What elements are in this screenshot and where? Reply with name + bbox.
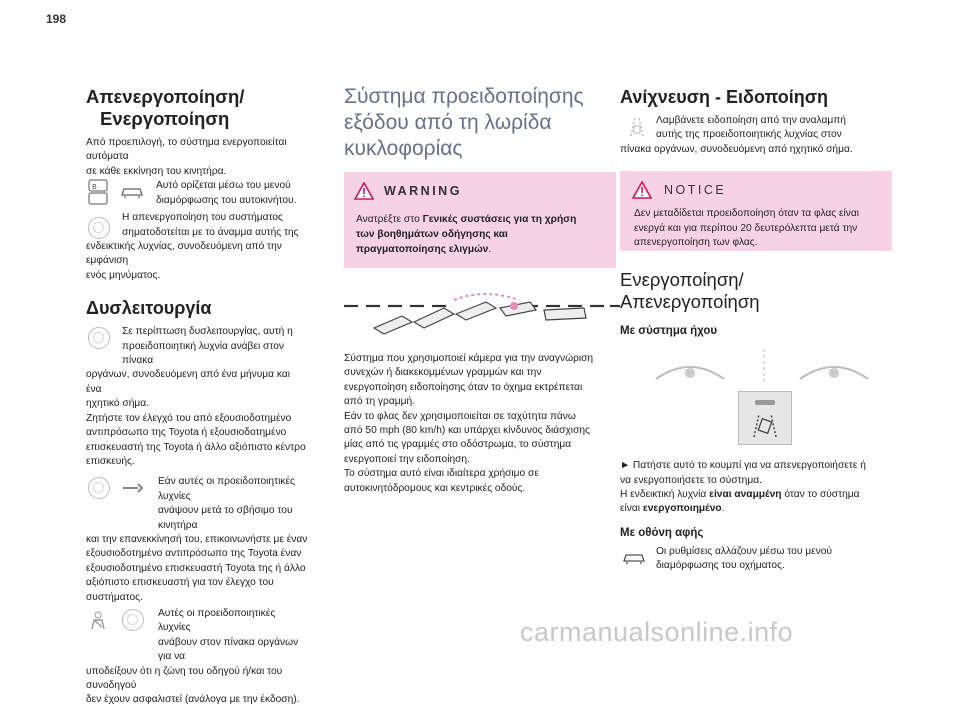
warning-text (356, 212, 576, 257)
title-line: κυκλοφορίας (344, 137, 463, 160)
section-title-activation (620, 269, 910, 313)
restart-paragraph (86, 475, 308, 605)
text-line: οργάνων, συνοδευόμενη από ένα μήνυμα και ένα (86, 369, 290, 395)
text-fragment: όταν το σύστημα (781, 489, 860, 501)
text-line: Αυτές οι προειδοποιητικές λυχνίες (158, 607, 276, 634)
text-line: ενεργοποίηση ειδοποίησης όταν το όχημα εκτρέπεται (344, 381, 583, 393)
text-line: ενεργοποιεί την ειδοποίηση. (344, 453, 470, 465)
title-line: Σύστημα προειδοποίησης (344, 85, 584, 108)
seatbelt-warning-icon (88, 611, 108, 636)
text-line: ► Πατήστε αυτό το κουμπί για να απενεργοποιήσετε ή (620, 460, 866, 472)
text-line: εξουσιοδοτημένο αντιπρόσωπο της Toyota έναν (86, 548, 302, 560)
text-line: αυτοκινητόδρομους και κεντρικές οδούς. (344, 482, 526, 494)
text-fragment: είναι (620, 503, 643, 515)
indicator-led (755, 400, 775, 405)
service-wrench-icon (122, 481, 144, 499)
text-line: διαμόρφωσης του αυτοκινήτου. (156, 194, 297, 206)
warning-title: WARNING (384, 184, 462, 198)
text-line: ηχητικό σήμα. (86, 398, 149, 410)
text-line: μίας από τις γραμμές στο οδόστρωμα, το σύστημα (344, 439, 572, 451)
notice-title: NOTICE (664, 183, 727, 198)
text-line: ενός μηνύματος. (86, 269, 161, 281)
text-line: Οι ρυθμίσεις αλλάζουν μέσω του μενού (656, 545, 832, 557)
text-line: αυτής της προειδοποιητικής λυχνίας στον (656, 129, 842, 141)
text-line: Το σύστημα αυτό είναι ιδιαίτερα χρήσιμο σε (344, 468, 539, 480)
notice-box (620, 171, 892, 251)
text-line: ανάψουν μετά το σβήσιμο του κινητήρα (158, 505, 293, 531)
text-line: ενδεικτικής λυχνίας, συνοδευόμενη από την εμφάνιση (86, 241, 282, 267)
warning-link-text: Γενικές συστάσεις για τη χρήση (422, 214, 577, 225)
malfunction-paragraph (86, 325, 308, 469)
right-column (620, 86, 910, 574)
text-line: Σύστημα που χρησιμοποιεί κάμερα για την αναγνώριση (344, 353, 594, 364)
text-line: συνεχών ή διακεκομμένων γραμμών και την (344, 367, 542, 379)
text-fragment: . (488, 244, 492, 255)
text-line: πίνακα οργάνων, συνοδευόμενη από ηχητικό σήμα. (620, 143, 853, 155)
warning-link-text: των βοηθημάτων οδήγησης και (356, 229, 508, 240)
text-line: Αυτό ορίζεται μέσω του μενού (156, 180, 291, 192)
text-line: σηματοδοτείται με το άναμμα αυτής της (122, 226, 299, 238)
warning-link-text: πραγματοποίησης ελιγμών (356, 244, 489, 255)
section-title-lane-departure (344, 84, 620, 162)
text-fragment: Η ενδεικτική λυχνία (620, 489, 710, 501)
config-button-icon (88, 179, 108, 205)
text-fragment: . (721, 503, 725, 515)
page-number: 198 (46, 12, 67, 26)
button-instruction (620, 459, 910, 517)
text-line: Η απενεργοποίηση του συστήματος (122, 212, 283, 224)
text-line: δεν έχουν ασφαλιστεί (ανάλογα με την έκδοση). (86, 694, 300, 706)
text-fragment: Ανατρέξτε στο (356, 214, 423, 225)
text-line: Εάν το φλας δεν χρησιμοποιείται σε ταχύτητα πάνω (344, 410, 576, 422)
notice-triangle-icon (632, 181, 652, 204)
text-line: Δεν μεταδίδεται προειδοποίηση όταν τα φλας είναι (634, 208, 860, 220)
text-line: επισκευής. (86, 455, 135, 467)
car-settings-icon (120, 183, 144, 204)
svg-text:B: B (92, 183, 97, 192)
subsection-touch-screen: Με οθόνη αφής (620, 526, 704, 539)
text-line: από 50 mph (80 km/h) και υπάρχει κίνδυνος διάσχισης (344, 425, 590, 437)
left-column (86, 86, 308, 708)
detection-paragraph (620, 114, 910, 157)
section-title-detection: Ανίχνευση - Ειδοποίηση (620, 87, 829, 107)
text-line: ανάβουν στον πίνακα οργάνων για να (158, 636, 299, 663)
warning-box (344, 172, 616, 268)
text-line: υποδείξουν ότι η ζώνη του οδηγού ή/και του συνοδηγού (86, 665, 283, 691)
warning-triangle-icon (354, 182, 374, 205)
text-fragment: ενεργοποιημένο (642, 503, 722, 515)
text-line: ενεργά και για περίπου 20 δευτερόλεπτα μετά την (634, 222, 858, 234)
text-line: Εάν αυτές οι προειδοποιητικές λυχνίες (158, 476, 295, 502)
text-fragment: είναι αναμμένη (709, 489, 782, 501)
touch-screen-paragraph (620, 545, 910, 574)
seatbelt-paragraph (86, 607, 308, 708)
deactivation-indicator-row (86, 211, 308, 283)
title-line: Απενεργοποίηση (620, 291, 760, 313)
text-line: αξιόπιστο επισκευαστή για τον έλεγχο του συστήματος. (86, 577, 274, 603)
steering-wheel-illustration (620, 349, 910, 385)
text-line: Από προεπιλογή, το σύστημα ενεργοποιείται αυτόματα (86, 137, 287, 163)
lane-departure-illustration (344, 284, 620, 340)
car-settings-icon (622, 549, 646, 570)
text-line: εξουσιοδοτημένο επισκευαστή Toyota της ή άλλο (86, 562, 306, 574)
text-line: από τη γραμμή. (344, 396, 415, 408)
lane-warning-indicator-icon (628, 116, 646, 143)
middle-column (344, 84, 620, 496)
watermark: carmanualsonline.info (520, 617, 794, 647)
title-line-1: Απενεργοποίηση/ (86, 86, 245, 107)
text-line: αντιπρόσωπο της Toyota ή εξουσιοδοτημένο (86, 427, 287, 439)
lane-assist-icon (751, 412, 779, 443)
lane-assist-button[interactable] (738, 391, 792, 445)
menu-config-row (86, 179, 308, 209)
text-line: να ενεργοποιήσετε το σύστημα. (620, 474, 762, 486)
text-line: απενεργοποίηση των φλας. (634, 237, 758, 249)
title-line-2: Ενεργοποίηση (100, 108, 230, 129)
text-line: και την επανεκκίνησή του, επικοινωνήστε με έναν (86, 533, 308, 545)
text-line: Λαμβάνετε ειδοποίηση από την αναλαμπή (656, 115, 846, 126)
text-line: Ζητήστε τον έλεγχό του από εξουσιοδοτημένο (86, 412, 292, 424)
section-title-deactivation (86, 86, 308, 130)
lane-warning-indicator-icon (122, 609, 144, 631)
text-line (620, 502, 910, 516)
text-line: διαμόρφωσης του οχήματος. (656, 560, 785, 572)
intro-paragraph (86, 136, 308, 179)
subsection-audio-system: Με σύστημα ήχου (620, 325, 718, 338)
lane-departure-description (344, 352, 620, 496)
title-line: εξόδου από τη λωρίδα (344, 111, 552, 134)
text-line: Σε περίπτωση δυσλειτουργίας, αυτή η (122, 326, 293, 338)
text-line: προειδοποιητική λυχνία ανάβει στον πίνακα (122, 340, 284, 367)
text-line: σε κάθε εκκίνηση του κινητήρα. (86, 165, 227, 177)
title-line: Ενεργοποίηση/ (620, 269, 744, 291)
text-line: επισκευαστή της Toyota ή άλλο αξιόπιστο κέντρο (86, 441, 306, 453)
notice-text (634, 207, 859, 250)
section-title-malfunction: Δυσλειτουργία (86, 298, 212, 319)
text-line (620, 488, 910, 502)
